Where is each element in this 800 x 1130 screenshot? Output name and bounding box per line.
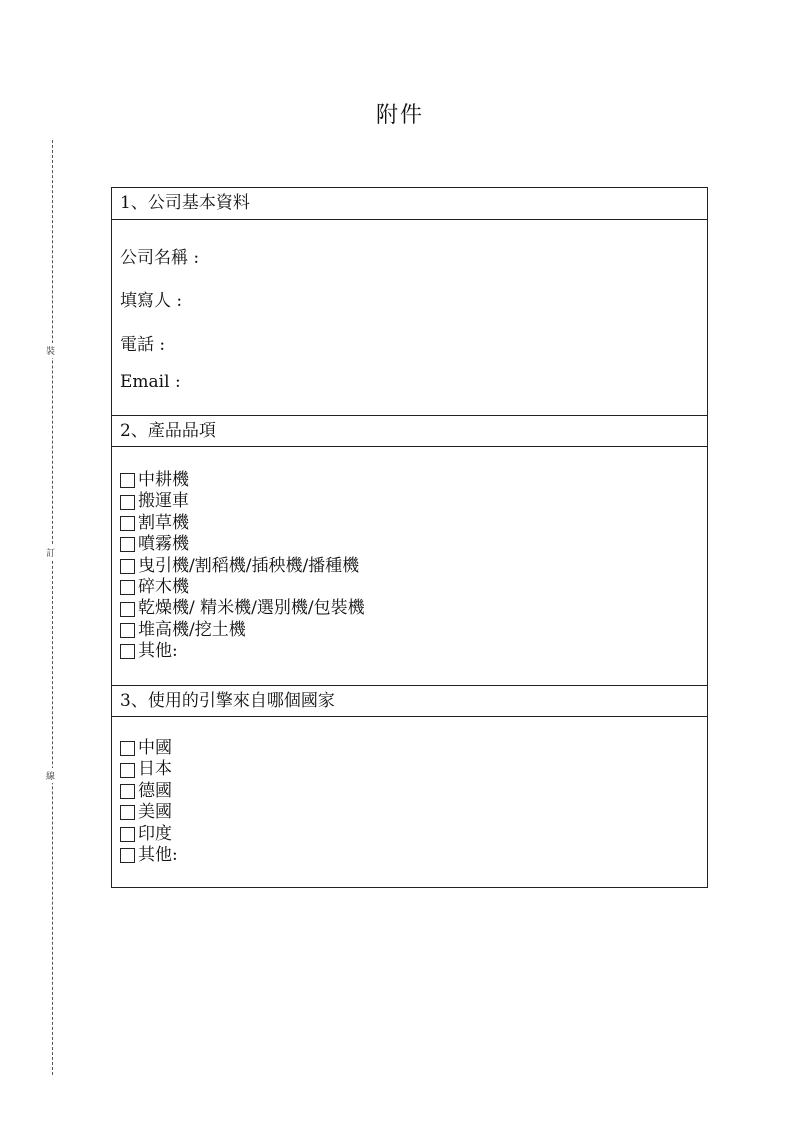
checkbox[interactable] bbox=[120, 848, 135, 863]
checkbox[interactable] bbox=[120, 602, 135, 617]
checkbox[interactable] bbox=[120, 495, 135, 510]
binding-mark-xian: 線 bbox=[46, 768, 55, 783]
country-option[interactable]: 中國 bbox=[120, 738, 178, 759]
form-table bbox=[111, 187, 708, 888]
email-field[interactable]: Email : bbox=[120, 372, 181, 392]
checkbox[interactable] bbox=[120, 805, 135, 820]
country-option[interactable]: 印度 bbox=[120, 824, 178, 845]
checkbox[interactable] bbox=[120, 784, 135, 799]
section-company-heading: 1、公司基本資料 bbox=[112, 188, 707, 220]
country-option[interactable]: 其他: bbox=[120, 845, 178, 866]
checkbox[interactable] bbox=[120, 559, 135, 574]
checkbox[interactable] bbox=[120, 763, 135, 778]
checkbox[interactable] bbox=[120, 741, 135, 756]
product-option[interactable]: 乾燥機/ 精米機/選別機/包裝機 bbox=[120, 598, 365, 619]
products-checklist bbox=[120, 470, 365, 663]
engine-origin-checklist bbox=[120, 738, 178, 866]
checkbox[interactable] bbox=[120, 516, 135, 531]
checkbox[interactable] bbox=[120, 537, 135, 552]
product-option[interactable]: 其他: bbox=[120, 641, 365, 662]
country-option[interactable]: 日本 bbox=[120, 759, 178, 780]
checkbox[interactable] bbox=[120, 580, 135, 595]
product-option[interactable]: 碎木機 bbox=[120, 577, 365, 598]
section-engine-heading: 3、使用的引擎來自哪個國家 bbox=[112, 685, 707, 717]
phone-field[interactable]: 電話 : bbox=[120, 335, 166, 355]
product-option[interactable]: 中耕機 bbox=[120, 470, 365, 491]
product-option[interactable]: 割草機 bbox=[120, 513, 365, 534]
document-title: 附件 bbox=[375, 103, 424, 128]
product-option[interactable]: 搬運車 bbox=[120, 491, 365, 512]
checkbox[interactable] bbox=[120, 473, 135, 488]
checkbox[interactable] bbox=[120, 623, 135, 638]
product-option[interactable]: 噴霧機 bbox=[120, 534, 365, 555]
country-option[interactable]: 美國 bbox=[120, 802, 178, 823]
company-name-field[interactable]: 公司名稱 : bbox=[120, 248, 200, 268]
checkbox[interactable] bbox=[120, 827, 135, 842]
binding-mark-zhuang: 裝 bbox=[46, 343, 55, 358]
binding-line bbox=[52, 140, 53, 1075]
country-option[interactable]: 德國 bbox=[120, 781, 178, 802]
section-products-heading: 2、產品品項 bbox=[112, 415, 707, 447]
binding-mark-ding: 訂 bbox=[46, 545, 55, 560]
product-option[interactable]: 曳引機/割稻機/插秧機/播種機 bbox=[120, 556, 365, 577]
product-option[interactable]: 堆高機/挖土機 bbox=[120, 620, 365, 641]
checkbox[interactable] bbox=[120, 644, 135, 659]
filler-name-field[interactable]: 填寫人 : bbox=[120, 291, 183, 311]
